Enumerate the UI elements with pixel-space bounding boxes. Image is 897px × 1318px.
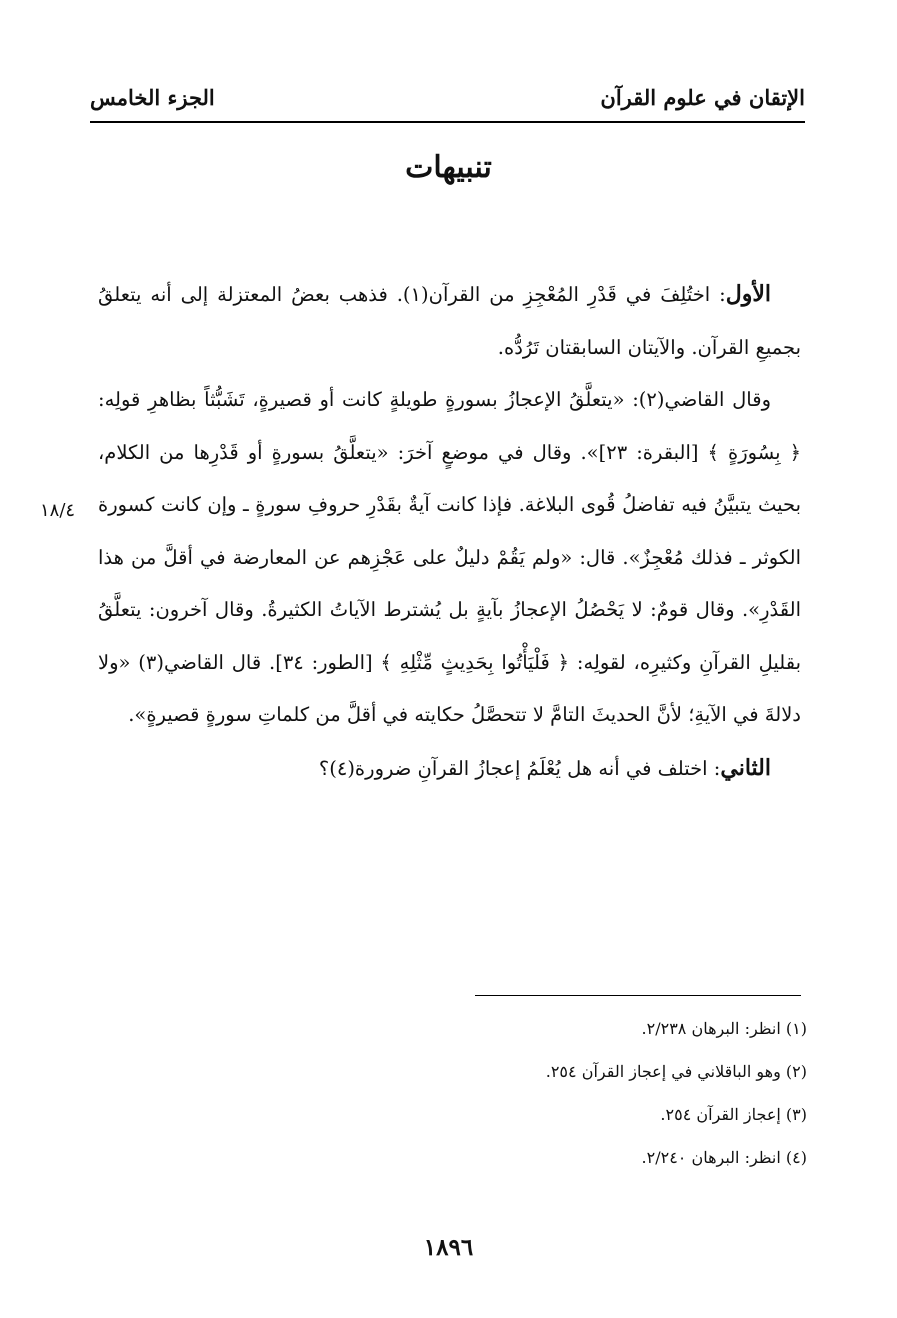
paragraph-text: وقال القاضي(٢): «يتعلَّقُ الإعجازُ بسورةٍ طويلةٍ كانت أو قصيرةٍ، تَشَبُّثاً بظاهرِ قولِه: ﴿ بِسُورَةٍ ﴾ [البقرة: ٢٣]». وقال في موضعٍ آخرَ: «يتعلَّقُ بسورةٍ أو قَدْرِها من الكلام، بحيث يتبيَّنُ فيه تفاضلُ قُوى البلاغة. فإذا كانت آيةٌ بقَدْرِ حروفِ سورةٍ ـ وإن كانت كسورة الكوثر ـ فذلك مُعْجِزٌ». قال: «ولم يَقُمْ دليلٌ على عَجْزِهم عن المعارضة في أقلَّ من هذا القَدْرِ». وقال قومٌ: لا يَحْصُلُ الإعجازُ بآيةٍ بل يُشترط الآياتُ الكثيرةُ. وقال آخرون: يتعلَّقُ بقليلِ القرآنِ وكثيرِه، لقولِه: ﴿ فَلْيَأْتُوا بِحَدِيثٍ مِّثْلِهِ ﴾ [الطور: ٣٤]. قال القاضي(٣) «ولا دلالةَ في الآيةِ؛ لأنَّ الحديثَ التامَّ لا تتحصَّلُ حكايته في أقلَّ من كلماتِ سورةٍ قصيرةٍ». [98,388,802,726]
paragraph-second [98,742,801,796]
footnote: (١) انظر: البرهان ٢/٢٣٨. [641,1019,807,1038]
footnote: (٢) وهو الباقلاني في إعجاز القرآن ٢٥٤. [545,1062,807,1081]
body-text [98,268,801,795]
section-title: تنبيهات [405,150,492,185]
footnote: (٤) انظر: البرهان ٢/٢٤٠. [641,1148,807,1167]
paragraph-text: : اختلف في أنه هل يُعْلَمُ إعجازُ القرآنِ ضرورة(٤)؟ [318,756,721,780]
book-title: الإتقان في علوم القرآن [600,84,805,110]
paragraph-first [98,268,801,374]
running-header [90,80,805,114]
footnotes [98,1014,807,1186]
footnote: (٣) إعجاز القرآن ٢٥٤. [660,1105,807,1124]
paragraph-text: : اختُلِفَ في قَدْرِ المُعْجِزِ من القرآن(١). فذهب بعضُ المعتزلة إلى أنه يتعلقُ بجميعِ القرآن. والآيتان السابقتان تَرُدُّه. [98,283,801,359]
header-rule [90,121,805,123]
page-number: ١٨٩٦ [423,1234,474,1261]
paragraph-label: الأول [725,281,771,307]
volume-label: الجزء الخامس [90,84,215,110]
footnote-rule [475,995,801,996]
paragraph-qadi [98,374,801,742]
margin-page-reference: ١٨/٤ [40,500,76,521]
paragraph-label: الثاني [720,754,771,781]
